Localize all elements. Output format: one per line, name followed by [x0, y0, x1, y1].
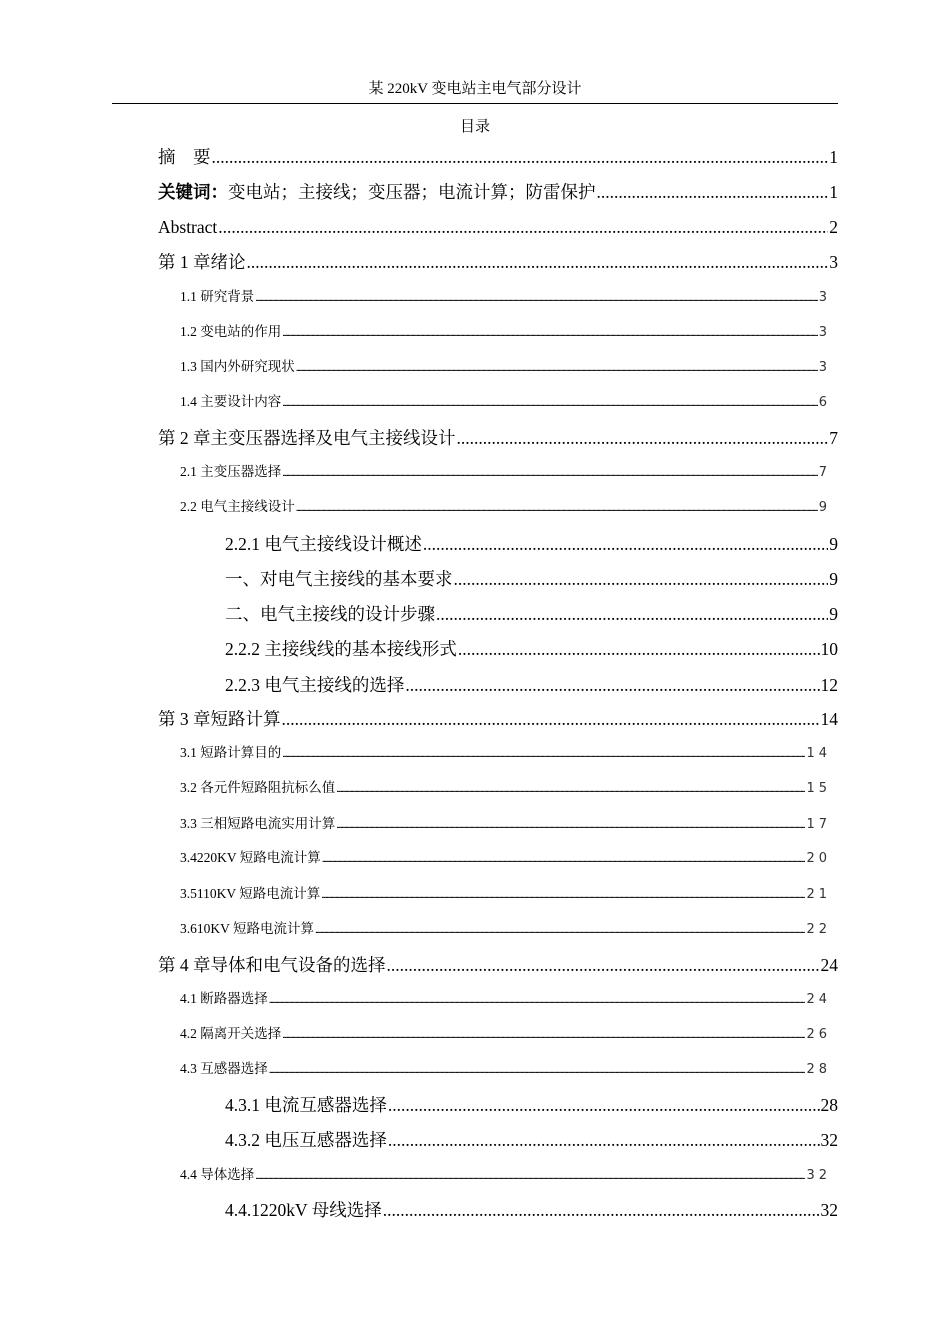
toc-leader-dots: [315, 920, 805, 939]
toc-leader-dots: [336, 815, 805, 834]
toc-entry-label: 3.4220KV 短路电流计算: [180, 850, 321, 865]
toc-page-number: 26: [806, 1027, 831, 1042]
toc-page-number: 28: [806, 1062, 831, 1077]
toc-entry-chapter-3[interactable]: [158, 707, 838, 731]
toc-leader-dots: [255, 288, 817, 307]
toc-entry-2-2-3[interactable]: [225, 673, 838, 697]
toc-entry-label: 4.2 隔离开关选择: [180, 1026, 282, 1041]
toc-entry-label: 4.3.2 电压互感器选择: [225, 1130, 387, 1150]
toc-leader-dots: [597, 180, 829, 204]
toc-entry-label: 4.1 断路器选择: [180, 991, 268, 1006]
toc-entry-2-2-1-b[interactable]: [225, 602, 838, 626]
toc-entry-3-2[interactable]: [180, 778, 831, 798]
toc-leader-dots: [388, 1093, 820, 1117]
toc-entry-label: 2.2 电气主接线设计: [180, 499, 295, 514]
toc-entry-4-4-1[interactable]: [225, 1198, 838, 1222]
toc-entry-3-1[interactable]: [180, 743, 831, 763]
toc-page-number: 24: [820, 955, 838, 975]
toc-entry-label: 第 2 章主变压器选择及电气主接线设计: [158, 428, 456, 448]
toc-page-number: 1: [829, 182, 838, 202]
toc-entry-label: 4.4.1220kV 母线选择: [225, 1200, 382, 1220]
toc-page-number: 3: [818, 325, 831, 340]
toc-entry-3-3[interactable]: [180, 814, 831, 834]
toc-entry-label: 3.3 三相短路电流实用计算: [180, 816, 336, 831]
toc-entry-1-4[interactable]: [180, 392, 831, 412]
toc-entry-4-3[interactable]: [180, 1059, 831, 1079]
toc-leader-dots: [212, 145, 829, 169]
toc-entry-label: Abstract: [158, 217, 218, 237]
toc-leader-dots: [405, 673, 819, 697]
header-rule: [112, 103, 838, 104]
toc-leader-dots: [321, 885, 805, 904]
toc-leader-dots: [269, 990, 806, 1009]
toc-entry-label: 第 4 章导体和电气设备的选择: [158, 955, 386, 975]
toc-page-number: 3: [818, 290, 831, 305]
toc-leader-dots: [296, 358, 818, 377]
toc-entry-1-3[interactable]: [180, 357, 831, 377]
toc-page-number: 20: [806, 851, 831, 866]
toc-entry-label: 3.1 短路计算目的: [180, 745, 282, 760]
toc-entry-label: 4.3.1 电流互感器选择: [225, 1095, 387, 1115]
toc-leader-dots: [322, 849, 806, 868]
toc-entry-1-1[interactable]: [180, 287, 831, 307]
toc-page-number: 7: [829, 428, 838, 448]
toc-entry-label: 3.2 各元件短路阻抗标么值: [180, 780, 336, 795]
toc-page-number: 28: [820, 1095, 838, 1115]
toc-page-number: 22: [806, 922, 831, 937]
toc-entry-chapter-4[interactable]: [158, 953, 838, 977]
toc-entry-4-1[interactable]: [180, 989, 831, 1009]
toc-page-number: 9: [829, 534, 838, 554]
toc-entry-label: 1.3 国内外研究现状: [180, 359, 295, 374]
toc-entry-1-2[interactable]: [180, 322, 831, 342]
toc-entry-label-group: [158, 180, 596, 204]
toc-entry-2-2[interactable]: [180, 497, 831, 517]
toc-entry-label: 1.1 研究背景: [180, 289, 255, 304]
toc-entry-label: 摘 要: [158, 147, 211, 167]
toc-leader-dots: [282, 744, 805, 763]
toc-page-number: 2: [829, 217, 838, 237]
toc-page-number: 1: [829, 147, 838, 167]
toc-leader-dots: [454, 567, 829, 591]
toc-entry-label: 2.1 主变压器选择: [180, 464, 282, 479]
toc-entry-3-6[interactable]: [180, 919, 831, 939]
toc-entry-chapter-2[interactable]: [158, 426, 838, 450]
toc-entry-label: 2.2.2 主接线线的基本接线形式: [225, 639, 457, 659]
toc-entry-2-2-2[interactable]: [225, 637, 838, 661]
toc-entry-4-3-2[interactable]: [225, 1128, 838, 1152]
toc-entry-label: 二、电气主接线的设计步骤: [225, 604, 435, 624]
toc-entry-2-1[interactable]: [180, 462, 831, 482]
toc-leader-dots: [282, 463, 817, 482]
toc-page-number: 3: [829, 252, 838, 272]
toc-entry-label: 第 3 章短路计算: [158, 709, 281, 729]
toc-leader-dots: [457, 426, 829, 450]
toc-leader-dots: [282, 707, 820, 731]
toc-entry-label: 1.2 变电站的作用: [180, 324, 282, 339]
toc-leader-dots: [383, 1198, 820, 1222]
toc-leader-dots: [296, 498, 818, 517]
toc-leader-dots: [387, 953, 820, 977]
toc-page-number: 32: [820, 1200, 838, 1220]
toc-leader-dots: [282, 393, 817, 412]
toc-page-number: 9: [829, 569, 838, 589]
toc-leader-dots: [423, 532, 828, 556]
toc-entry-abstract-cn[interactable]: [158, 145, 838, 169]
toc-page-number: 14: [820, 709, 838, 729]
toc-entry-4-2[interactable]: [180, 1024, 831, 1044]
toc-title: 目录: [459, 119, 490, 135]
toc-leader-dots: [218, 215, 828, 239]
toc-entry-chapter-1[interactable]: [158, 250, 838, 274]
toc-entry-abstract-en[interactable]: [158, 215, 838, 239]
toc-page-number: 9: [829, 604, 838, 624]
toc-entry-label: 2.2.1 电气主接线设计概述: [225, 534, 422, 554]
toc-page-number: 3: [818, 360, 831, 375]
toc-entry-4-3-1[interactable]: [225, 1093, 838, 1117]
toc-leader-dots: [458, 637, 820, 661]
toc-entry-2-2-1[interactable]: [225, 532, 838, 556]
toc-entry-3-4[interactable]: [180, 848, 831, 868]
toc-page-number: 15: [806, 781, 831, 796]
toc-leader-dots: [388, 1128, 820, 1152]
toc-leader-dots: [282, 1025, 805, 1044]
toc-entry-label: 1.4 主要设计内容: [180, 394, 282, 409]
toc-page-number: 32: [820, 1130, 838, 1150]
toc-page-number: 6: [818, 395, 831, 410]
toc-leader-dots: [269, 1060, 806, 1079]
toc-leader-dots: [255, 1166, 805, 1185]
toc-leader-dots: [336, 779, 805, 798]
toc-entry-label: 3.610KV 短路电流计算: [180, 921, 315, 936]
toc-entry-2-2-1-a[interactable]: [225, 567, 838, 591]
toc-leader-dots: [247, 250, 829, 274]
page-header: 某 220kV 变电站主电气部分设计: [368, 81, 582, 97]
toc-page-number: 17: [806, 817, 831, 832]
toc-entry-label: 4.3 互感器选择: [180, 1061, 268, 1076]
toc-page-number: 10: [820, 639, 838, 659]
toc-leader-dots: [436, 602, 828, 626]
toc-entry-label: 3.5110KV 短路电流计算: [180, 886, 321, 901]
toc-page-number: 9: [818, 500, 831, 515]
toc-page-number: 24: [806, 992, 831, 1007]
toc-page-number: 12: [820, 675, 838, 695]
toc-entry-label: 变电站；主接线；变压器；电流计算；防雷保护: [228, 182, 596, 202]
keywords-label: 关键词：: [158, 182, 228, 202]
toc-entry-label: 一、对电气主接线的基本要求: [225, 569, 453, 589]
toc-page-number: 14: [806, 746, 831, 761]
toc-entry-label: 第 1 章绪论: [158, 252, 246, 272]
toc-page-number: 32: [806, 1168, 831, 1183]
toc-entry-label: 2.2.3 电气主接线的选择: [225, 675, 405, 695]
toc-entry-3-5[interactable]: [180, 884, 831, 904]
toc-page-number: 7: [818, 465, 831, 480]
toc-page-number: 21: [806, 887, 831, 902]
toc-entry-keywords[interactable]: [158, 180, 838, 204]
toc-entry-4-4[interactable]: [180, 1165, 831, 1185]
toc-leader-dots: [282, 323, 817, 342]
toc-entry-label: 4.4 导体选择: [180, 1167, 255, 1182]
